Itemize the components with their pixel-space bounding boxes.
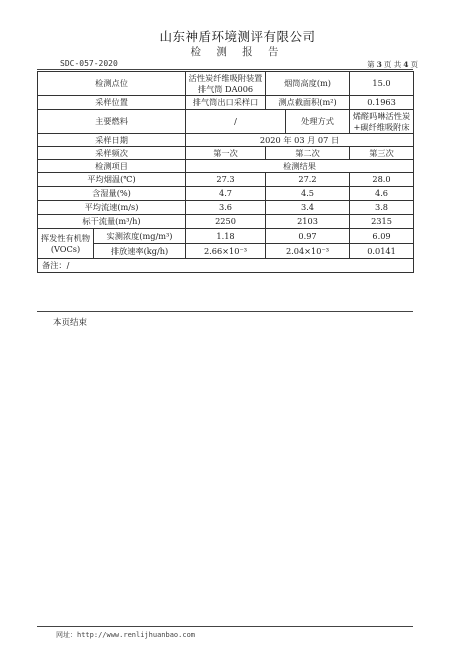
cross-section-value: 0.1963 (350, 96, 414, 110)
point-value: 活性炭纤维吸附装置排气筒 DA006 (186, 72, 266, 96)
fuel-label: 主要燃料 (38, 110, 186, 134)
stack-height-label: 烟筒高度(m) (266, 72, 350, 96)
table-row (38, 201, 414, 215)
cell-value: 0.0141 (350, 244, 414, 259)
table-row (38, 96, 414, 110)
cell-value: 3.8 (350, 201, 414, 215)
page-end-note: 本页结束 (53, 318, 88, 328)
freq-3: 第三次 (350, 147, 414, 160)
table-row (38, 244, 414, 259)
freq-2: 第二次 (266, 147, 350, 160)
cell-value: 6.09 (350, 229, 414, 244)
fuel-value: / (186, 110, 286, 134)
document-number: SDC-057-2020 (60, 59, 118, 68)
voc-label-line2: (VOCs) (50, 243, 81, 254)
company-name: 山东神盾环境测评有限公司 (159, 29, 316, 44)
voc-label-line1: 挥发性有机物 (40, 232, 91, 243)
table-row (38, 259, 414, 273)
cell-value: 1.18 (186, 229, 266, 244)
table-row (38, 147, 414, 160)
table-row (38, 160, 414, 173)
cell-value: 4.5 (266, 187, 350, 201)
table-row (38, 187, 414, 201)
cross-section-label: 测点截面积(m²) (266, 96, 350, 110)
cell-value: 2103 (266, 215, 350, 229)
row-label-temperature: 平均烟温(℃) (38, 173, 186, 187)
date-label: 采样日期 (38, 134, 186, 147)
point-label: 检测点位 (38, 72, 186, 96)
sampling-location-value: 排气筒出口采样口 (186, 96, 266, 110)
table-row (38, 229, 414, 244)
table-row (38, 173, 414, 187)
row-label-flow: 标干流量(m³/h) (38, 215, 186, 229)
page-number: 3 (376, 60, 382, 69)
row-label-velocity: 平均流速(m/s) (38, 201, 186, 215)
frequency-label: 采样频次 (38, 147, 186, 160)
cell-value: 2250 (186, 215, 266, 229)
table-row (38, 72, 414, 96)
rate-label: 排放速率(kg/h) (94, 244, 186, 259)
footer-rule (37, 626, 413, 627)
monitoring-table (37, 71, 414, 273)
cell-value: 27.3 (186, 173, 266, 187)
page-total: 4 (403, 60, 409, 69)
remark: 备注：/ (38, 259, 414, 273)
cell-value: 2.04×10⁻³ (266, 244, 350, 259)
report-title: 检 测 报 告 (190, 46, 285, 58)
page-label-1: 第 (367, 60, 375, 69)
cell-value: 28.0 (350, 173, 414, 187)
table-row (38, 215, 414, 229)
cell-value: 0.97 (266, 229, 350, 244)
cell-value: 4.7 (186, 187, 266, 201)
table-row (38, 134, 414, 147)
result-label: 检测结果 (186, 160, 414, 173)
footer-website: 网址：http://www.renlijhuanbao.com (56, 631, 196, 639)
treatment-label: 处理方式 (286, 110, 350, 134)
cell-value: 2315 (350, 215, 414, 229)
freq-1: 第一次 (186, 147, 266, 160)
cell-value: 3.6 (186, 201, 266, 215)
end-rule (37, 311, 413, 312)
cell-value: 27.2 (266, 173, 350, 187)
cell-value: 3.4 (266, 201, 350, 215)
page-label-3: 页 (410, 60, 418, 69)
voc-label (38, 229, 94, 259)
cell-value: 4.6 (350, 187, 414, 201)
concentration-label: 实测浓度(mg/m³) (94, 229, 186, 244)
page-label-2: 页 共 (383, 60, 402, 69)
item-label: 检测项目 (38, 160, 186, 173)
header-rule (37, 69, 413, 70)
sampling-location-label: 采样位置 (38, 96, 186, 110)
table-row (38, 110, 414, 134)
row-label-moisture: 含湿量(%) (38, 187, 186, 201)
treatment-value: 烯醛吗啉活性炭+碳纤维吸附床 (350, 110, 414, 134)
cell-value: 2.66×10⁻³ (186, 244, 266, 259)
stack-height-value: 15.0 (350, 72, 414, 96)
date-value: 2020 年 03 月 07 日 (186, 134, 414, 147)
